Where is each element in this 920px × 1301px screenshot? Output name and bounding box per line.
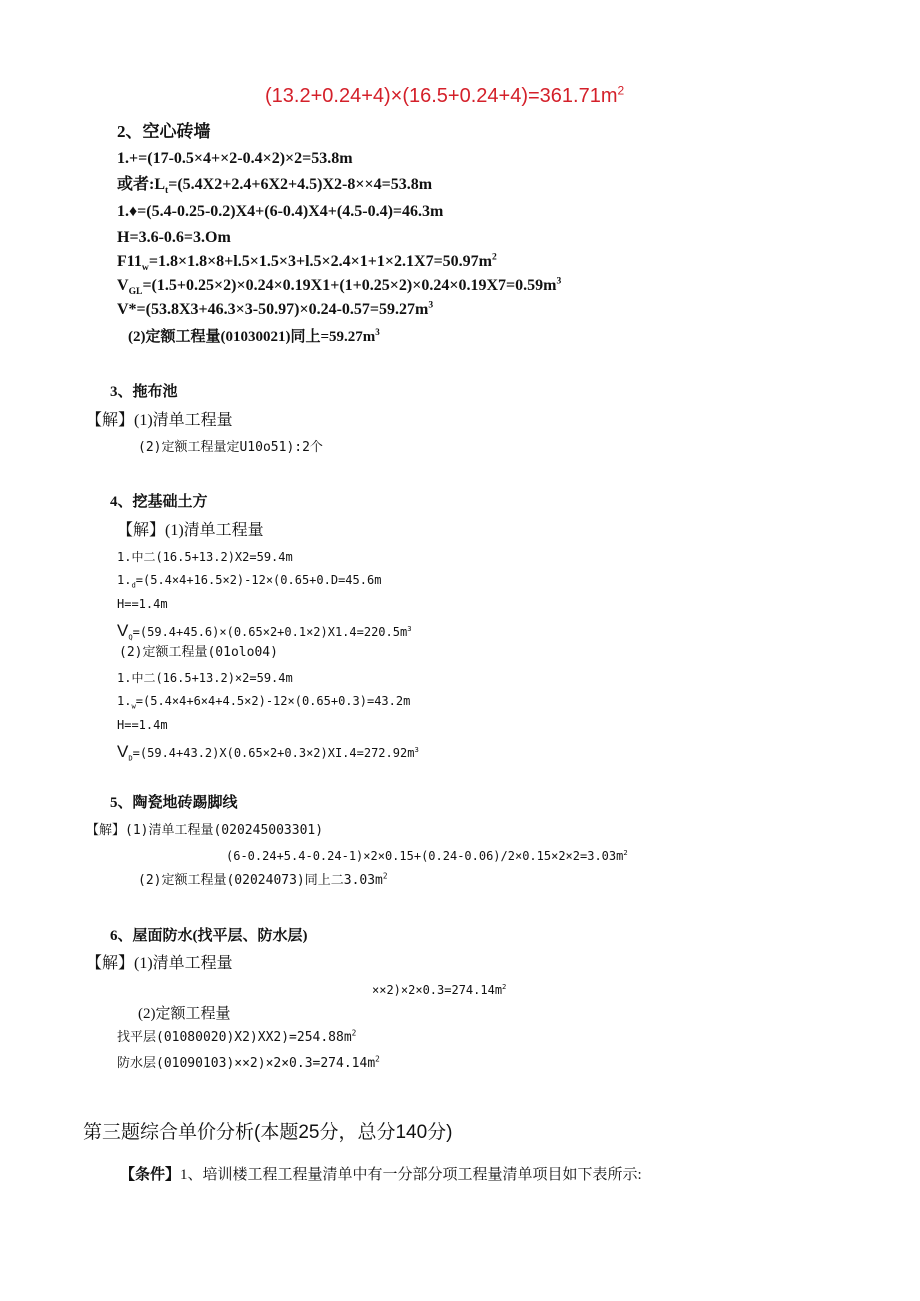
s2-line-4: H=3.6-0.6=3.Om — [117, 229, 231, 246]
s4-line-7: 1.中二(16.5+13.2)×2=59.4m — [117, 671, 293, 685]
s2-line-8: (2)定额工程量(01030021)同上$=59.27m^3$ — [128, 327, 380, 345]
s4-line-2: 1.中二(16.5+13.2)X2=59.4m — [117, 550, 293, 564]
s6-line-4: 找平层$(01080020)X2)XX2)=254.88m^2$ — [117, 1028, 357, 1045]
s3-line-2: (2)定额工程量定U10o51):2个 — [138, 440, 323, 455]
section-3-heading: 3、拖布池 — [110, 384, 178, 400]
s6-line-5: 防水层$(01090103)\times\times 2)\times 2\times 0.3=274.14m^2$ — [117, 1054, 380, 1071]
s2-line-3: 1.♦=(5.4-0.25-0.2)X4+(6-0.4)X4+(4.5-0.4)=46.3m — [117, 203, 444, 220]
s5-line-1: 【解】(1)清单工程量(020245003301) — [86, 823, 324, 838]
s6-line-1: 【解】(1)清单工程量 — [86, 955, 233, 972]
s4-line-9: H==1.4m — [117, 718, 168, 732]
s2-line-6: $V_{GL}=(1.5+0.25\times 2)\times 0.24\times 0.19X1+(1+0.25\times 2)\times 0.24\times 0.19X7=0.59m^3$ — [117, 275, 562, 298]
s3-line-1: 【解】(1)清单工程量 — [86, 412, 233, 429]
s4-line-4: H==1.4m — [117, 597, 168, 611]
s4-line-10: $V_D=(59.4+43.2)X(0.65\times 2+0.3\times 2)XI.4=272.92m^3$ — [117, 742, 419, 763]
s6-line-3: (2)定额工程量 — [138, 1006, 231, 1022]
s6-line-2: $\times\times 2)\times 2\times 0.3=274.14m^2$ — [372, 982, 507, 997]
section-6-heading: 6、屋面防水(找平层、防水层) — [110, 928, 308, 944]
top-formula: $(13.2+0.24+4)\times(16.5+0.24+4)=361.71m^2$ — [265, 83, 625, 107]
s2-line-1: 1.+=(17-0.5×4+×2-0.4×2)×2=53.8m — [117, 150, 353, 167]
section-4-heading: 4、挖基础土方 — [110, 494, 208, 510]
question-3-condition: 【条件】1、培训楼工程工程量清单中有一分部分项工程量清单项目如下表所示: — [120, 1167, 642, 1183]
s5-line-2: $(6-0.24+5.4-0.24-1)\times 2\times 0.15+(0.24-0.06)/2\times 0.15\times 2\times 2=3.03m^2$ — [226, 848, 628, 863]
s4-line-3: $1._d=(5.4\times 4+16.5\times 2)-12\times(0.65+0.D=45.6m$ — [117, 573, 382, 590]
s2-line-2: 或者$:L_t=(5.4X2+2.4+6X2+4.5)X2-8\times\times 4=53.8m$ — [117, 176, 433, 197]
question-3-heading: 第三题综合单价分析(本题25分，总分140分) — [83, 1122, 453, 1143]
s5-line-3: (2)定额工程量(02024073)同上二$3.03m^2$ — [138, 871, 388, 888]
s2-line-5: $F11_w=1.8\times 1.8\times 8+l.5\times 1.5\times 3+l.5\times 2.4\times 1+1\times 2.1X7=50.97m^2$ — [117, 251, 497, 274]
s4-line-5: $V_Q=(59.4+45.6)\times(0.65\times 2+0.1\times 2)X1.4=220.5m^3$ — [117, 621, 412, 642]
s4-line-6: (2)定额工程量(01olo04) — [119, 645, 278, 660]
s4-line-1: 【解】(1)清单工程量 — [117, 522, 264, 539]
section-5-heading: 5、陶瓷地砖踢脚线 — [110, 795, 238, 811]
section-2-heading: 2、空心砖墙 — [117, 122, 211, 141]
s2-line-7: $V*=(53.8X3+46.3\times 3-50.97)\times 0.24-0.57=59.27m^3$ — [117, 299, 434, 318]
s4-line-8: $1._w=(5.4\times 4+6\times 4+4.5\times 2)-12\times(0.65+0.3)=43.2m$ — [117, 694, 411, 711]
